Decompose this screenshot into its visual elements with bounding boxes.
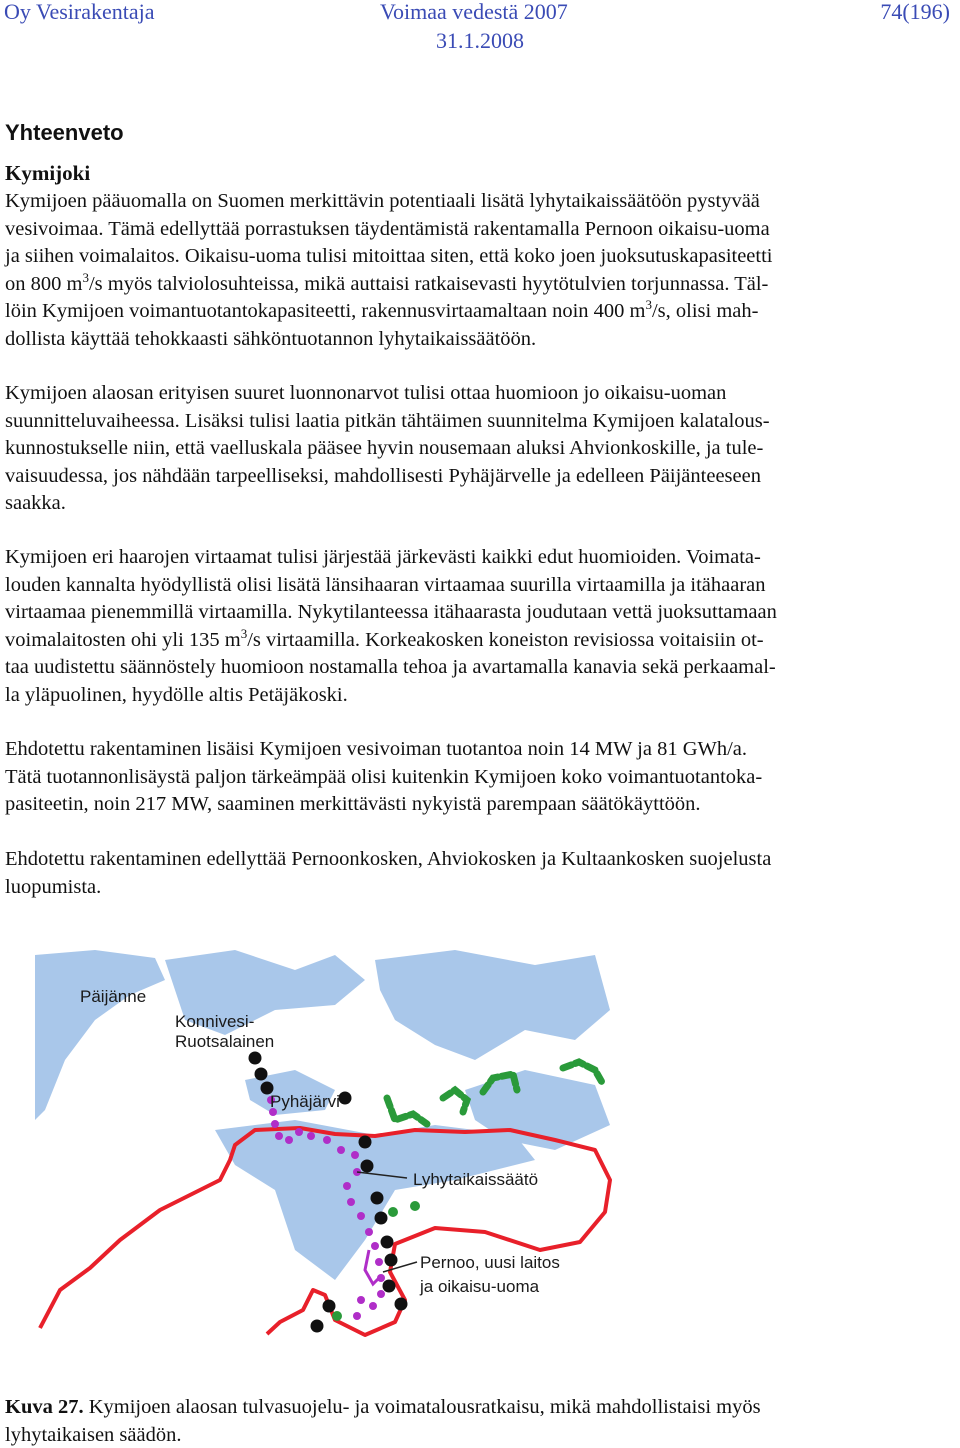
- power-plant-marker: [361, 1160, 374, 1173]
- water-lake-paijanne: [35, 950, 165, 1120]
- text-line: Tätä tuotannonlisäystä paljon tärkeämpää olisi kuitenkin Kymijoen koko voimantuotantoka-: [5, 765, 763, 788]
- migration-route-point: [295, 1128, 303, 1136]
- migration-route-point: [357, 1296, 365, 1304]
- migration-route-point: [285, 1136, 293, 1144]
- text-line: saakka.: [5, 492, 66, 514]
- migration-route-point: [353, 1312, 361, 1320]
- text-line: dollista käyttää tehokkaasti sähköntuotannon lyhytaikaissäätöön.: [5, 327, 537, 350]
- migration-route-point: [371, 1242, 379, 1250]
- migration-route-point: [337, 1146, 345, 1154]
- migration-route-point: [323, 1136, 331, 1144]
- text-line: virtaamaa pienemmillä virtaamilla. Nykytilanteessa itähaarasta joudutaan vettä juoksuttamaan: [5, 601, 777, 623]
- migration-route-point: [275, 1132, 283, 1140]
- text-fragment: voimalaitosten ohi yli 135 m: [5, 628, 241, 651]
- text-line: pasiteetin, noin 217 MW, saaminen merkittävästi nykyistä parempaan säätökäyttöön.: [5, 793, 701, 815]
- header-document-company: Oy Vesirakentaja: [4, 0, 155, 24]
- caption-line: lyhytaikaisen säädön.: [5, 1424, 182, 1446]
- paragraph-4: [5, 736, 955, 819]
- map-label-ruotsalainen: Ruotsalainen: [175, 1032, 275, 1051]
- protected-rapid-segment: [443, 1090, 467, 1112]
- migration-route-point: [365, 1228, 373, 1236]
- text-fragment: on 800 m: [5, 272, 83, 295]
- text-line: [5, 298, 955, 326]
- map-label-oikaisu-uoma: ja oikaisu-uoma: [420, 1277, 540, 1296]
- water-lake-northeast: [375, 950, 610, 1060]
- kymijoki-map: [35, 950, 615, 1340]
- power-plant-marker: [339, 1092, 352, 1105]
- text-fragment: /s virtaamilla. Korkeakosken koneiston revisiossa voitaisiin ot-: [247, 628, 764, 651]
- text-line: ja siihen voimalaitos. Oikaisu-uoma tulisi mitoittaa siten, että koko joen juoksutuskapasiteetti: [5, 245, 773, 267]
- migration-route-point: [343, 1182, 351, 1190]
- paragraph-2: [5, 380, 955, 518]
- caption-line: [5, 1393, 955, 1421]
- text-fragment: löin Kymijoen voimantuotantokapasiteetti, rakennusvirtaamaltaan noin 400 m: [5, 300, 646, 322]
- text-line: vesivoimaa. Tämä edellyttää porrastuksen täydentämistä rakentamalla Pernoon oikaisu-uoma: [5, 217, 770, 240]
- text-line: kunnostukselle niin, että vaelluskala pääsee hyvin nousemaan aluksi Ahvionkoskille, ja tule-: [5, 437, 764, 459]
- power-plant-marker: [255, 1068, 268, 1081]
- migration-route-point: [377, 1290, 385, 1298]
- paragraph-5: [5, 846, 955, 901]
- power-plant-marker: [371, 1192, 384, 1205]
- text-line: taa uudistettu säännöstely huomioon nostamalla tehoa ja avartamalla kanavia sekä perkaamal-: [5, 656, 776, 678]
- superscript: 3: [240, 625, 248, 641]
- text-line: suunnitteluvaiheessa. Lisäksi tulisi laatia pitkän tähtäimen suunnitelma Kymijoen kalatalous-: [5, 409, 770, 432]
- caption-text: Kymijoen alaosan tulvasuojelu- ja voimatalousratkaisu, mikä mahdollistaisi myös: [83, 1396, 761, 1418]
- migration-route-point: [369, 1302, 377, 1310]
- text-fragment: /s myös talviolosuhteissa, mikä auttaisi ratkaisevasti hyytötulvien torjunnassa. Täl-: [88, 272, 769, 295]
- migration-route-point: [357, 1212, 365, 1220]
- text-line: [5, 627, 955, 655]
- text-line: Kymijoen pääuomalla on Suomen merkittävin potentiaali lisätä lyhytaikaissäätöön pystyvää: [5, 190, 760, 212]
- text-line: Kymijoen alaosan erityisen suuret luonnonarvot tulisi ottaa huomioon jo oikaisu-uoman: [5, 382, 727, 404]
- power-plant-marker: [375, 1212, 388, 1225]
- map-label-lyhytaikaissaato: Lyhytaikaissäätö: [413, 1170, 539, 1189]
- power-plant-marker: [385, 1254, 398, 1267]
- power-plant-marker: [249, 1052, 262, 1065]
- text-line: Ehdotettu rakentaminen lisäisi Kymijoen vesivoiman tuotantoa noin 14 MW ja 81 GWh/a.: [5, 738, 748, 760]
- text-line: vaisuudessa, jos nähdään tarpeelliseksi, mahdollisesti Pyhäjärvelle ja edelleen Päijänteeseen: [5, 464, 761, 487]
- header-document-title: Voimaa vedestä 2007: [380, 0, 568, 24]
- text-fragment: /s, olisi mah-: [651, 300, 759, 322]
- power-plant-marker: [359, 1136, 372, 1149]
- power-plant-marker: [311, 1320, 324, 1333]
- superscript: 3: [645, 297, 652, 312]
- migration-route-point: [375, 1258, 383, 1266]
- pernoo-bypass-channel: [365, 1250, 379, 1284]
- migration-route-point: [307, 1132, 315, 1140]
- figure-caption: [5, 1393, 955, 1448]
- paragraph-1: [5, 188, 955, 353]
- power-plant-marker: [395, 1298, 408, 1311]
- map-label-paijanne: Päijänne: [80, 987, 147, 1006]
- text-line: la yläpuolinen, hyydölle altis Petäjäkoski.: [5, 683, 348, 706]
- superscript: 3: [82, 269, 89, 285]
- map-label-pernoo: Pernoo, uusi laitos: [420, 1253, 560, 1272]
- header-page-number: 74(196): [880, 0, 950, 24]
- caption-label: Kuva 27.: [5, 1396, 84, 1418]
- migration-route-point: [347, 1198, 355, 1206]
- text-line: luopumista.: [5, 875, 102, 898]
- map-label-pyhajarvi: Pyhäjärvi: [270, 1092, 340, 1111]
- power-plant-marker: [381, 1236, 394, 1249]
- text-line: Ehdotettu rakentaminen edellyttää Pernoonkosken, Ahviokosken ja Kultaankosken suojelusta: [5, 848, 772, 870]
- subsection-title: Kymijoki: [5, 161, 91, 185]
- paragraph-3: [5, 544, 955, 709]
- power-plant-marker: [323, 1300, 336, 1313]
- header-date: 31.1.2008: [436, 28, 524, 53]
- protected-rapid-marker: [388, 1207, 398, 1217]
- protected-rapid-marker: [410, 1201, 420, 1211]
- migration-route-point: [271, 1120, 279, 1128]
- migration-route-point: [351, 1151, 359, 1159]
- text-line: louden kannalta hyödyllistä olisi lisätä länsihaaran virtaamaa suurilla virtaamilla ja itähaaran: [5, 573, 766, 596]
- text-line: Kymijoen eri haarojen virtaamat tulisi järjestää järkevästi kaikki edut huomioiden. Voimata-: [5, 546, 761, 568]
- section-title: Yhteenveto: [5, 120, 124, 145]
- text-line: [5, 271, 955, 299]
- protected-rapid-marker: [332, 1311, 342, 1321]
- protected-rapid-segment: [387, 1098, 427, 1124]
- map-label-konnivesi: Konnivesi-: [175, 1012, 255, 1031]
- power-plant-marker: [383, 1280, 396, 1293]
